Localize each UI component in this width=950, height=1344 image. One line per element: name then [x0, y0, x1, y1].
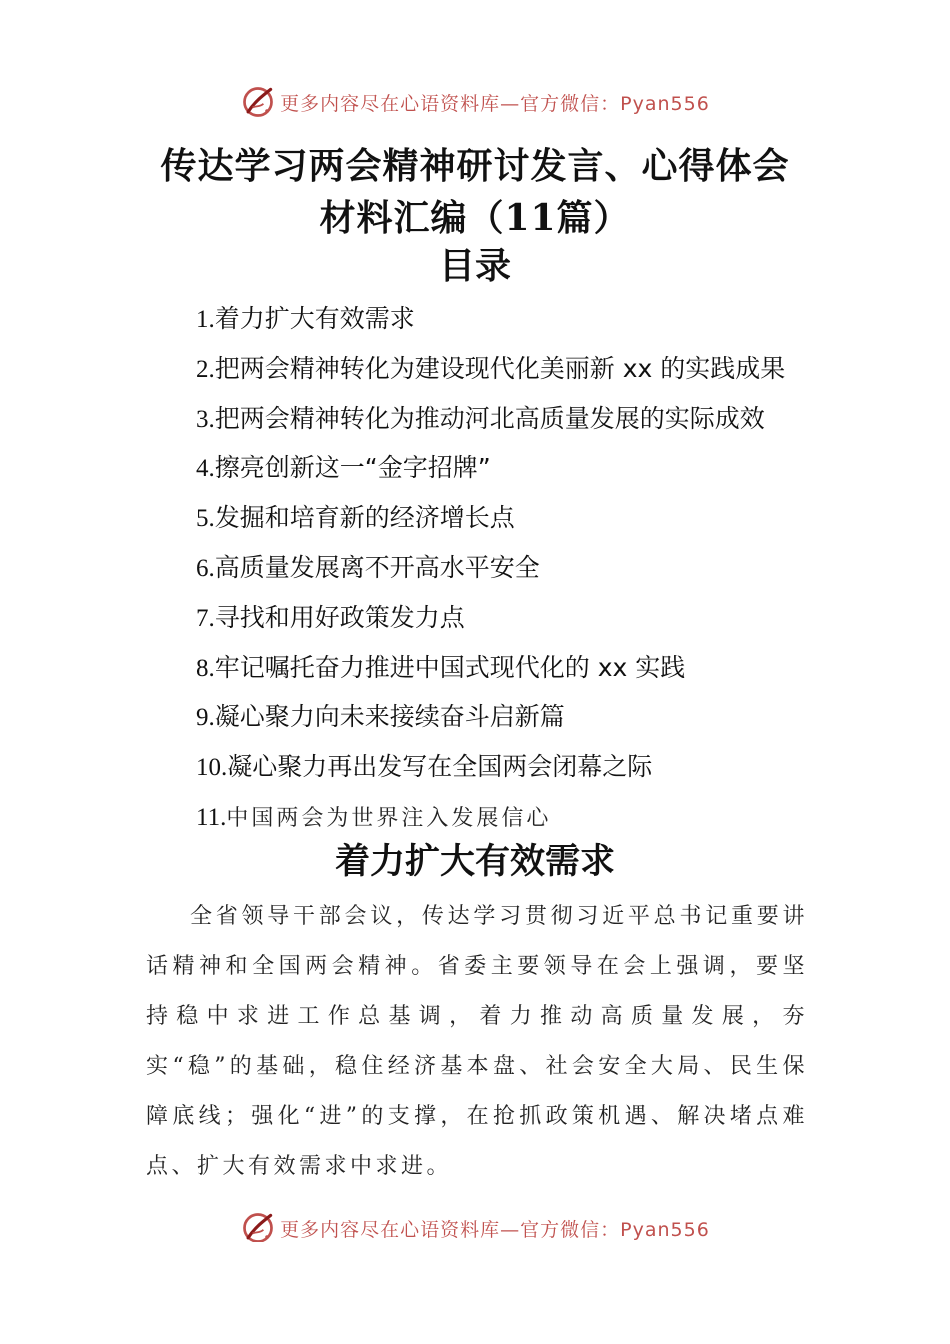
- toc-item[interactable]: 5.发掘和培育新的经济增长点: [196, 503, 515, 533]
- brand-logo-icon: [240, 84, 276, 120]
- banner-text: 更多内容尽在心语资料库—官方微信：Pyan556: [280, 1218, 710, 1241]
- banner-text: 更多内容尽在心语资料库—官方微信：Pyan556: [280, 92, 710, 115]
- toc-item[interactable]: 2.把两会精神转化为建设现代化美丽新 xx 的实践成果: [196, 353, 786, 383]
- body-paragraph: 全省领导干部会议，传达学习贯彻习近平总书记重要讲话精神和全国两会精神。省委主要领导在会上强调，要坚持稳中求进工作总基调，着力推动高质量发展，夯实“稳”的基础，稳住经济基本盘、社会安全大局、民生保障底线；强化“进”的支撑，在抢抓政策机遇、解决堵点难点、扩大有效需求中求进。: [146, 904, 808, 1179]
- document-title: 传达学习两会精神研讨发言、心得体会材料汇编（11篇）: [160, 145, 790, 239]
- header-banner: [0, 82, 950, 122]
- toc-heading: 目录: [438, 245, 511, 287]
- toc-item[interactable]: 9.凝心聚力向未来接续奋斗启新篇: [196, 702, 565, 732]
- section-title: 着力扩大有效需求: [334, 841, 615, 882]
- brand-logo-icon: [240, 1210, 276, 1242]
- toc-item[interactable]: 4.擦亮创新这一“金字招牌”: [196, 453, 491, 483]
- toc-item[interactable]: 8.牢记嘱托奋力推进中国式现代化的 xx 实践: [196, 652, 686, 682]
- toc-item[interactable]: 3.把两会精神转化为推动河北高质量发展的实际成效: [196, 403, 765, 433]
- toc-item[interactable]: 10.凝心聚力再出发写在全国两会闭幕之际: [196, 752, 653, 782]
- toc-item[interactable]: 1.着力扩大有效需求: [196, 304, 415, 333]
- toc-item[interactable]: 11.中国两会为世界注入发展信心: [196, 803, 552, 831]
- toc-item[interactable]: 6.高质量发展离不开高水平安全: [196, 552, 540, 582]
- wechat-id: Pyan556: [620, 92, 710, 115]
- toc-item[interactable]: 7.寻找和用好政策发力点: [196, 602, 465, 632]
- footer-banner: [0, 1202, 950, 1242]
- wechat-id: Pyan556: [620, 1218, 710, 1241]
- table-of-contents: [196, 294, 816, 842]
